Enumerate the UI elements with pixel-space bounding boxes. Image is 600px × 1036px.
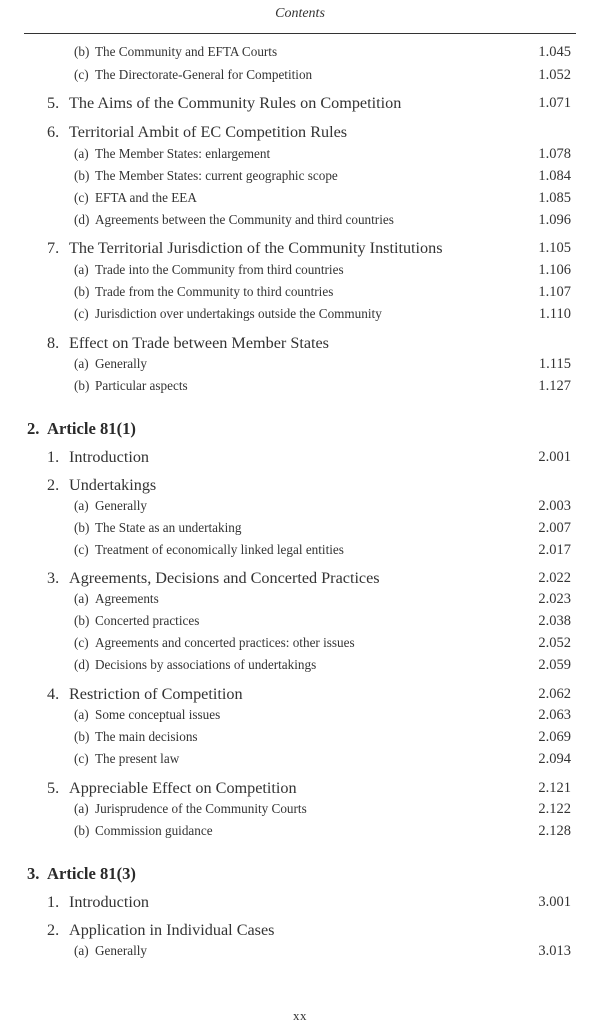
toc-subsection [0, 42, 600, 62]
toc-entry-label: (c) [74, 190, 89, 205]
toc-page-ref: 2.069 [538, 729, 571, 745]
toc-entry-label: 5. [47, 779, 60, 797]
toc-page-ref: 1.078 [538, 146, 571, 162]
toc-section [0, 777, 600, 799]
toc-chapter [0, 863, 600, 885]
toc-page-ref: 2.007 [538, 520, 571, 536]
toc-entry-text: Concerted practices [95, 613, 200, 628]
toc-entry-text: Agreements and concerted practices: other issues [95, 635, 355, 650]
toc-entry-title [47, 683, 243, 705]
toc-entry-label: 3. [47, 569, 60, 587]
toc-entry-label: 4. [47, 685, 60, 703]
toc-entry-text: Territorial Ambit of EC Competition Rules [69, 123, 348, 141]
toc-entry-label: (b) [74, 44, 90, 59]
toc-entry-label: 2. [47, 921, 60, 939]
toc-page-ref: 2.094 [538, 751, 571, 767]
toc-subsection [0, 611, 600, 631]
toc-page-ref: 3.013 [538, 943, 571, 959]
toc-entry-label: 3. [27, 864, 40, 883]
toc-entry-title [74, 611, 199, 631]
toc-entry-text: Undertakings [69, 476, 157, 494]
toc-entry-text: Treatment of economically linked legal entities [95, 542, 344, 557]
toc-entry-title [47, 891, 149, 913]
toc-entry-label: (b) [74, 168, 90, 183]
toc-entry-label: 2. [47, 476, 60, 494]
toc-entry-title [74, 354, 147, 374]
toc-page-ref: 1.096 [538, 212, 571, 228]
toc-subsection [0, 188, 600, 208]
toc-entry-title [74, 518, 241, 538]
toc-entry-title [47, 92, 401, 114]
toc-page-ref: 1.107 [538, 284, 571, 300]
toc-entry-title [74, 799, 307, 819]
toc-page-ref: 2.122 [538, 801, 571, 817]
toc-section [0, 919, 600, 941]
toc-entry-label: 1. [47, 448, 60, 466]
toc-entry-title [47, 446, 149, 468]
toc-entry-label: (a) [74, 356, 89, 371]
toc-subsection [0, 589, 600, 609]
toc-entry-label: (b) [74, 729, 90, 744]
toc-section [0, 446, 600, 468]
toc-entry-title [47, 567, 380, 589]
toc-page-ref: 1.045 [538, 44, 571, 60]
toc-entry-text: Article 81(3) [47, 864, 136, 883]
toc-subsection [0, 496, 600, 516]
toc-entry-text: Restriction of Competition [69, 685, 243, 703]
toc-entry-text: The present law [95, 751, 180, 766]
toc-page-ref: 2.038 [538, 613, 571, 629]
toc-entry-label: (b) [74, 520, 90, 535]
toc-entry-text: Trade from the Community to third countries [95, 284, 334, 299]
toc-entry-label: (a) [74, 943, 89, 958]
toc-entry-title [74, 540, 344, 560]
toc-entry-label: (c) [74, 751, 89, 766]
toc-page-ref: 2.128 [538, 823, 571, 839]
toc-entry-text: Jurisdiction over undertakings outside the Community [95, 306, 382, 321]
toc-entry-text: The Member States: current geographic scope [95, 168, 338, 183]
toc-page-ref: 3.001 [538, 894, 571, 910]
toc-entry-label: (b) [74, 823, 90, 838]
toc-entry-title [27, 418, 136, 440]
toc-entry-label: (d) [74, 657, 90, 672]
toc-subsection [0, 633, 600, 653]
toc-subsection [0, 749, 600, 769]
toc-subsection [0, 799, 600, 819]
toc-entry-label: (b) [74, 378, 90, 393]
toc-entry-label: (d) [74, 212, 90, 227]
toc-entry-text: Agreements between the Community and third countries [95, 212, 394, 227]
toc-entry-text: Trade into the Community from third countries [95, 262, 344, 277]
toc-entry-title [74, 749, 179, 769]
toc-entry-label: (c) [74, 306, 89, 321]
toc-entry-label: (a) [74, 707, 89, 722]
toc-entry-label: (c) [74, 635, 89, 650]
toc-subsection [0, 354, 600, 374]
toc-entry-label: 8. [47, 334, 60, 352]
toc-chapter [0, 418, 600, 440]
toc-subsection [0, 655, 600, 675]
toc-subsection [0, 941, 600, 961]
toc-page-ref: 2.063 [538, 707, 571, 723]
toc-page-ref: 2.017 [538, 542, 571, 558]
toc-entry-title [47, 332, 329, 354]
toc-entry-text: Article 81(1) [47, 419, 136, 438]
toc-entry-label: 5. [47, 94, 60, 112]
toc-entry-title [74, 144, 270, 164]
toc-entry-text: Effect on Trade between Member States [69, 334, 329, 352]
toc-page-ref: 1.071 [538, 95, 571, 111]
toc-entry-text: The main decisions [95, 729, 198, 744]
toc-entry-label: (c) [74, 542, 89, 557]
toc-entry-label: 2. [27, 419, 40, 438]
toc-entry-title [74, 705, 220, 725]
toc-page-ref: 1.115 [538, 356, 571, 372]
toc-entry-text: The Aims of the Community Rules on Competition [69, 94, 402, 112]
toc-page-ref: 2.121 [538, 780, 571, 796]
toc-entry-text: The Directorate-General for Competition [95, 67, 313, 82]
toc-page-ref: 1.110 [538, 306, 571, 322]
toc-page-ref: 1.084 [538, 168, 571, 184]
toc-subsection [0, 282, 600, 302]
toc-subsection [0, 821, 600, 841]
toc-entry-text: Introduction [69, 893, 150, 911]
toc-entry-title [74, 821, 213, 841]
toc-subsection [0, 705, 600, 725]
toc-page-ref: 2.059 [538, 657, 571, 673]
toc-entry-title [74, 188, 197, 208]
header-rule [24, 33, 576, 34]
toc-entry-label: (a) [74, 146, 89, 161]
toc-entry-text: The State as an undertaking [95, 520, 242, 535]
toc-page-ref: 2.001 [538, 449, 571, 465]
toc-entry-title [74, 166, 338, 186]
toc-entry-title [74, 210, 394, 230]
toc-entry-title [74, 282, 333, 302]
toc-entry-label: (c) [74, 67, 89, 82]
page-number: xx [293, 1008, 307, 1023]
toc-entry-text: Introduction [69, 448, 150, 466]
toc-subsection [0, 304, 600, 324]
toc-entry-label: (a) [74, 498, 89, 513]
toc-entry-text: Decisions by associations of undertakings [95, 657, 317, 672]
toc-entry-text: Application in Individual Cases [69, 921, 275, 939]
toc-entry-label: (b) [74, 613, 90, 628]
toc-page-ref: 1.085 [538, 190, 571, 206]
toc-entry-label: 1. [47, 893, 60, 911]
toc-entry-title [47, 919, 274, 941]
toc-subsection [0, 65, 600, 85]
toc-subsection [0, 540, 600, 560]
toc-entry-text: EFTA and the EEA [95, 190, 197, 205]
toc-section [0, 683, 600, 705]
toc-entry-text: Appreciable Effect on Competition [69, 779, 297, 797]
toc-entry-title [47, 237, 443, 259]
toc-section [0, 891, 600, 913]
toc-entry-title [74, 727, 198, 747]
toc-entry-title [74, 496, 147, 516]
toc-entry-title [27, 863, 136, 885]
toc-section [0, 92, 600, 114]
toc-entry-title [74, 655, 316, 675]
toc-section [0, 237, 600, 259]
toc-subsection [0, 260, 600, 280]
toc-entry-title [74, 42, 277, 62]
toc-subsection [0, 210, 600, 230]
toc-entry-text: Jurisprudence of the Community Courts [95, 801, 307, 816]
toc-subsection [0, 144, 600, 164]
toc-entry-title [74, 65, 312, 85]
toc-section [0, 121, 600, 143]
toc-entry-text: Agreements [95, 591, 159, 606]
toc-entry-label: (b) [74, 284, 90, 299]
toc-subsection [0, 518, 600, 538]
toc-entry-title [74, 304, 382, 324]
toc-entry-title [74, 941, 147, 961]
toc-page-ref: 2.052 [538, 635, 571, 651]
toc-entry-text: The Community and EFTA Courts [95, 44, 278, 59]
toc-entry-title [47, 121, 347, 143]
toc-entry-label: 7. [47, 239, 60, 257]
toc-subsection [0, 727, 600, 747]
toc-entry-title [74, 633, 355, 653]
toc-page-ref: 1.052 [538, 67, 571, 83]
toc-section [0, 332, 600, 354]
toc-entry-label: (a) [74, 262, 89, 277]
toc-entry-text: The Territorial Jurisdiction of the Community Institutions [69, 239, 443, 257]
toc-entry-title [74, 589, 159, 609]
toc-page-ref: 1.106 [538, 262, 571, 278]
toc-entry-label: (a) [74, 591, 89, 606]
toc-page-ref: 1.127 [538, 378, 571, 394]
toc-entry-text: Particular aspects [95, 378, 188, 393]
toc-entry-title [47, 777, 297, 799]
toc-entry-text: Generally [95, 356, 147, 371]
toc-subsection [0, 166, 600, 186]
toc-entry-text: Commission guidance [95, 823, 213, 838]
toc-entry-text: Generally [95, 498, 147, 513]
toc-entry-title [74, 376, 188, 396]
toc-entry-title [47, 474, 156, 496]
toc-entry-title [74, 260, 344, 280]
toc-entry-text: Some conceptual issues [95, 707, 221, 722]
toc-page-ref: 2.023 [538, 591, 571, 607]
toc-entry-label: 6. [47, 123, 60, 141]
toc-entry-text: The Member States: enlargement [95, 146, 271, 161]
running-header: Contents [275, 6, 325, 21]
toc-entry-label: (a) [74, 801, 89, 816]
toc-page-ref: 2.022 [538, 570, 571, 586]
toc-section [0, 474, 600, 496]
toc-entry-text: Agreements, Decisions and Concerted Practices [69, 569, 380, 587]
toc-page-ref: 2.003 [538, 498, 571, 514]
toc-subsection [0, 376, 600, 396]
toc-entry-text: Generally [95, 943, 147, 958]
toc-page-ref: 1.105 [538, 240, 571, 256]
toc-section [0, 567, 600, 589]
toc-page-ref: 2.062 [538, 686, 571, 702]
